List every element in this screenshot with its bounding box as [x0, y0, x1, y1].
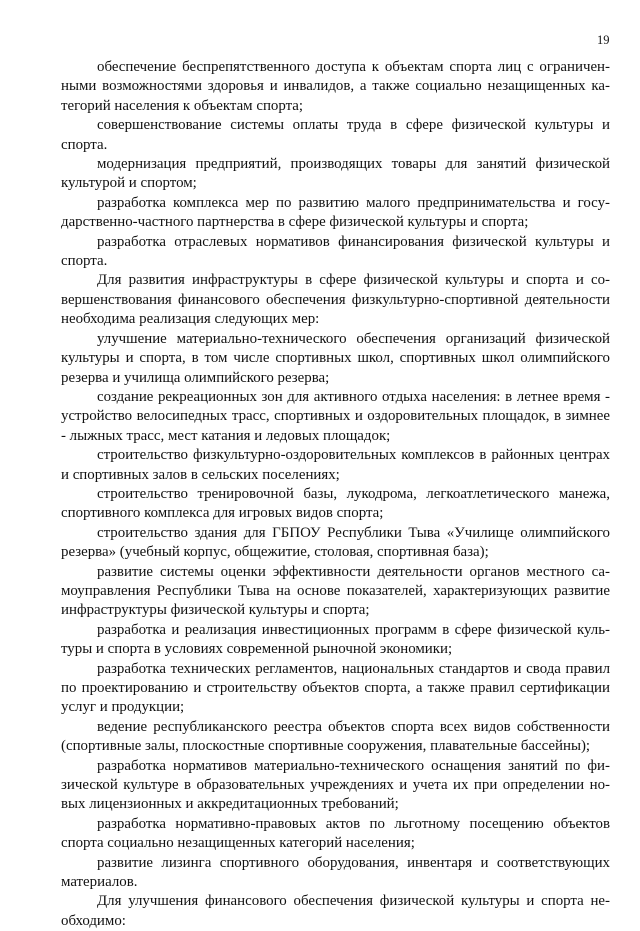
paragraph: строительство физкультурно-оздоровительных комплексов в районных центрах и спортивных залов в сельских поселениях; — [61, 447, 610, 483]
paragraph: разработка комплекса мер по развитию малого предпринимательства и государственно-частного партнерства в сфере физической культуры и спорта; — [61, 194, 610, 231]
paragraph: создание рекреационных зон для активного отдыха населения: в летнее время - устройство велосипедных трасс, спортивных и оздоровительных площадок, в зимнее - лыжных трасс, мест катания и ледовых площадок; — [61, 388, 610, 444]
paragraph: Для улучшения финансового обеспечения физической культуры и спорта необходимо: — [61, 893, 610, 929]
paragraph: разработка отраслевых нормативов финансирования физической культуры и спорта. — [61, 233, 610, 270]
paragraph: развитие системы оценки эффективности деятельности органов местного самоуправления Республики Тыва на основе показателей, характеризующих развитие инфраструктуры физической культуры и спорта; — [61, 563, 610, 619]
paragraph: строительство тренировочной базы, лукодрома, легкоатлетического манежа, спортивного комплекса для игровых видов спорта; — [61, 485, 610, 522]
body-text — [61, 58, 610, 931]
paragraph: улучшение материально-технического обеспечения организаций физической культуры и спорта, в том числе спортивных школ, спортивных школ олимпийского резерва и училища олимпийского резерва; — [61, 330, 610, 386]
paragraph: разработка и реализация инвестиционных программ в сфере физической культуры и спорта в условиях современной рыночной экономики; — [61, 621, 610, 658]
paragraph: разработка технических регламентов, национальных стандартов и свода правил по проектированию и строительству объектов спорта, а также правил сертификации услуг и продукции; — [61, 660, 610, 716]
page-number: 19 — [597, 33, 610, 47]
paragraph: развитие лизинга спортивного оборудования, инвентаря и соответствующих материалов. — [61, 854, 610, 891]
paragraph: разработка нормативно-правовых актов по льготному посещению объектов спорта социально незащищенных категорий населения; — [61, 815, 610, 852]
paragraph: строительство здания для ГБПОУ Республики Тыва «Училище олимпийского резерва» (учебный корпус, общежитие, столовая, спортивная база); — [61, 524, 610, 561]
paragraph: Для развития инфраструктуры в сфере физической культуры и спорта и совершенствования финансового обеспечения физкультурно-спортивной деятельности необходима реализация следующих мер: — [61, 272, 610, 328]
paragraph: ведение республиканского реестра объектов спорта всех видов собственности (спортивные залы, плоскостные спортивные сооружения, плавательные бассейны); — [61, 718, 610, 755]
paragraph: обеспечение беспрепятственного доступа к объектам спорта лиц с ограниченными возможностями здоровья и инвалидов, а также социально незащищенных категорий населения к объектам спорта; — [61, 59, 610, 114]
paragraph: разработка нормативов материально-технического оснащения занятий по физической культуре в образовательных учреждениях и учета их при определении новых лицензионных и аккредитационных требований; — [61, 757, 610, 813]
paragraph: модернизация предприятий, производящих товары для занятий физической культурой и спортом; — [61, 156, 610, 192]
paragraph: совершенствование системы оплаты труда в сфере физической культуры и спорта. — [61, 117, 610, 153]
